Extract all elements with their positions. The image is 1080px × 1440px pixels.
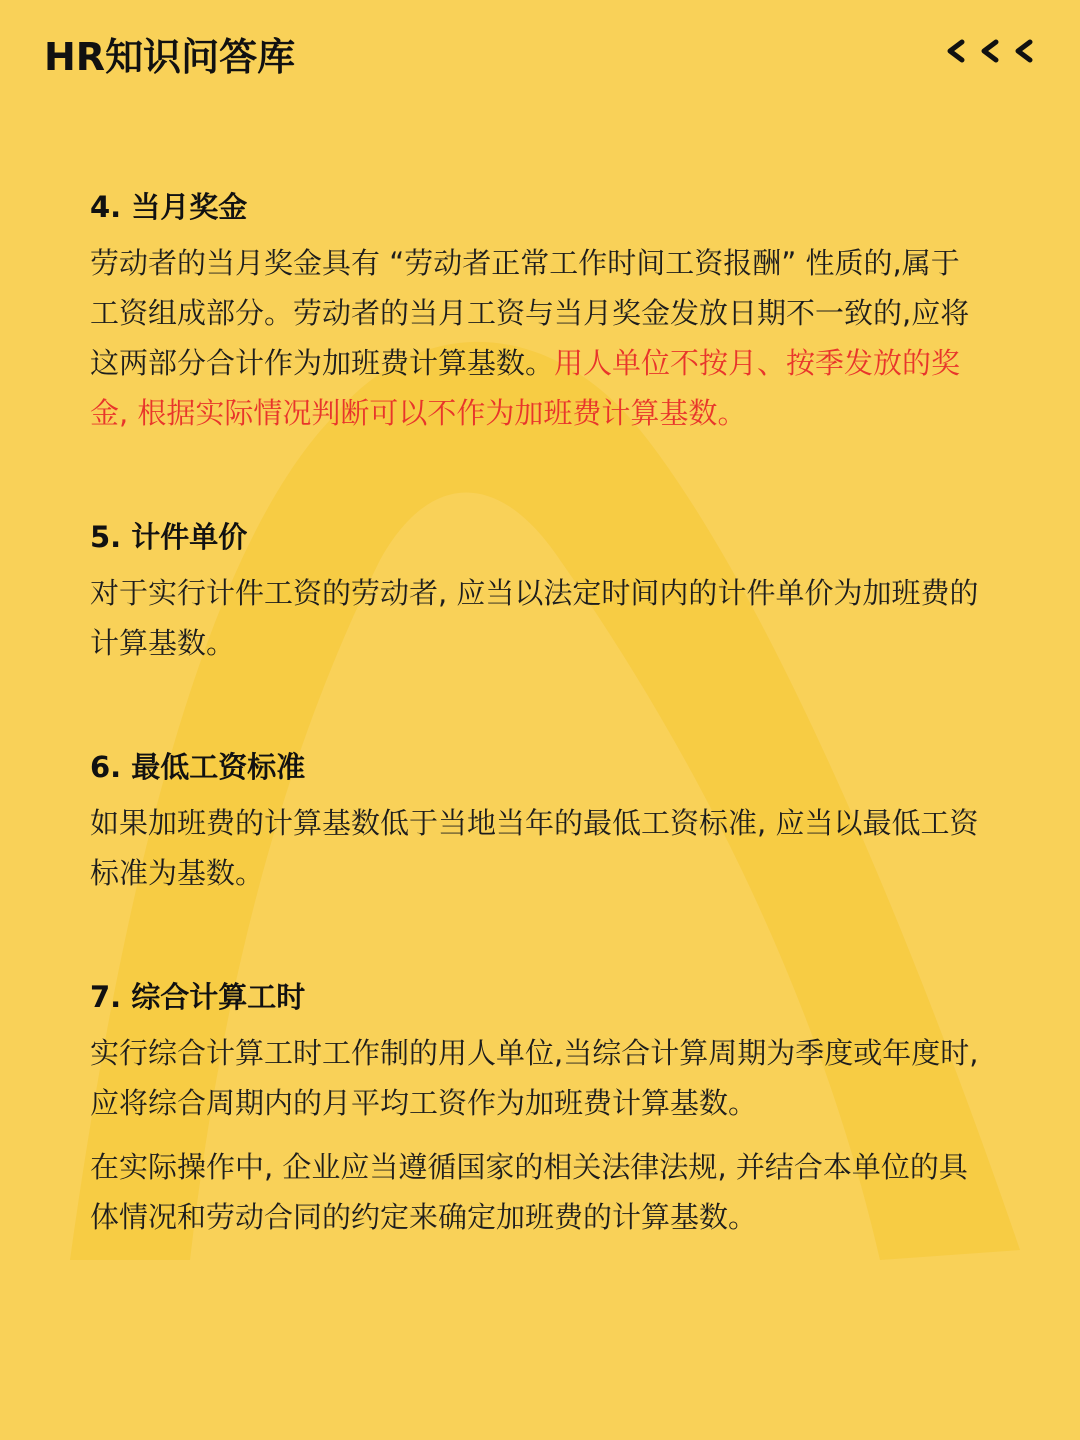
section-title: 7. 综合计算工时 <box>90 980 306 1014</box>
brand-title: HR知识问答库 <box>44 35 296 79</box>
conclusion-paragraph: 在实际操作中, 企业应当遵循国家的相关法律法规, 并结合本单位的具体情况和劳动合同的约定来确定加班费的计算基数。 <box>90 1150 968 1234</box>
section-title: 6. 最低工资标准 <box>90 750 306 784</box>
triple-chevron-left-icon[interactable] <box>942 34 1038 68</box>
chevron-left-icon <box>1010 34 1038 68</box>
section-piece-rate <box>90 512 980 742</box>
section-body: 对于实行计件工资的劳动者, 应当以法定时间内的计件单价为加班费的计算基数。 <box>90 576 979 660</box>
section-body: 如果加班费的计算基数低于当地当年的最低工资标准, 应当以最低工资标准为基数。 <box>90 806 979 890</box>
chevron-left-icon <box>976 34 1004 68</box>
section-body: 实行综合计算工时工作制的用人单位,当综合计算周期为季度或年度时,应将综合周期内的月平均工资作为加班费计算基数。 <box>90 1036 979 1120</box>
section-title: 5. 计件单价 <box>90 520 248 554</box>
highlighted-text: 用人单位不按月、按季发放的奖金, 根据实际情况判断可以不作为加班费计算基数。 <box>90 346 961 430</box>
section-body <box>90 238 980 438</box>
section-comprehensive-hours <box>90 972 980 1142</box>
section-minimum-wage <box>90 742 980 972</box>
section-title: 4. 当月奖金 <box>90 190 248 224</box>
article-content <box>90 182 980 1242</box>
section-monthly-bonus <box>90 182 980 512</box>
chevron-left-icon <box>942 34 970 68</box>
header <box>0 0 1080 110</box>
section-body-text: 劳动者的当月奖金具有 “劳动者正常工作时间工资报酬” 性质的,属于工资组成部分。劳动者的当月工资与当月奖金发放日期不一致的,应将这两部分合计作为加班费计算基数。 <box>90 246 970 380</box>
